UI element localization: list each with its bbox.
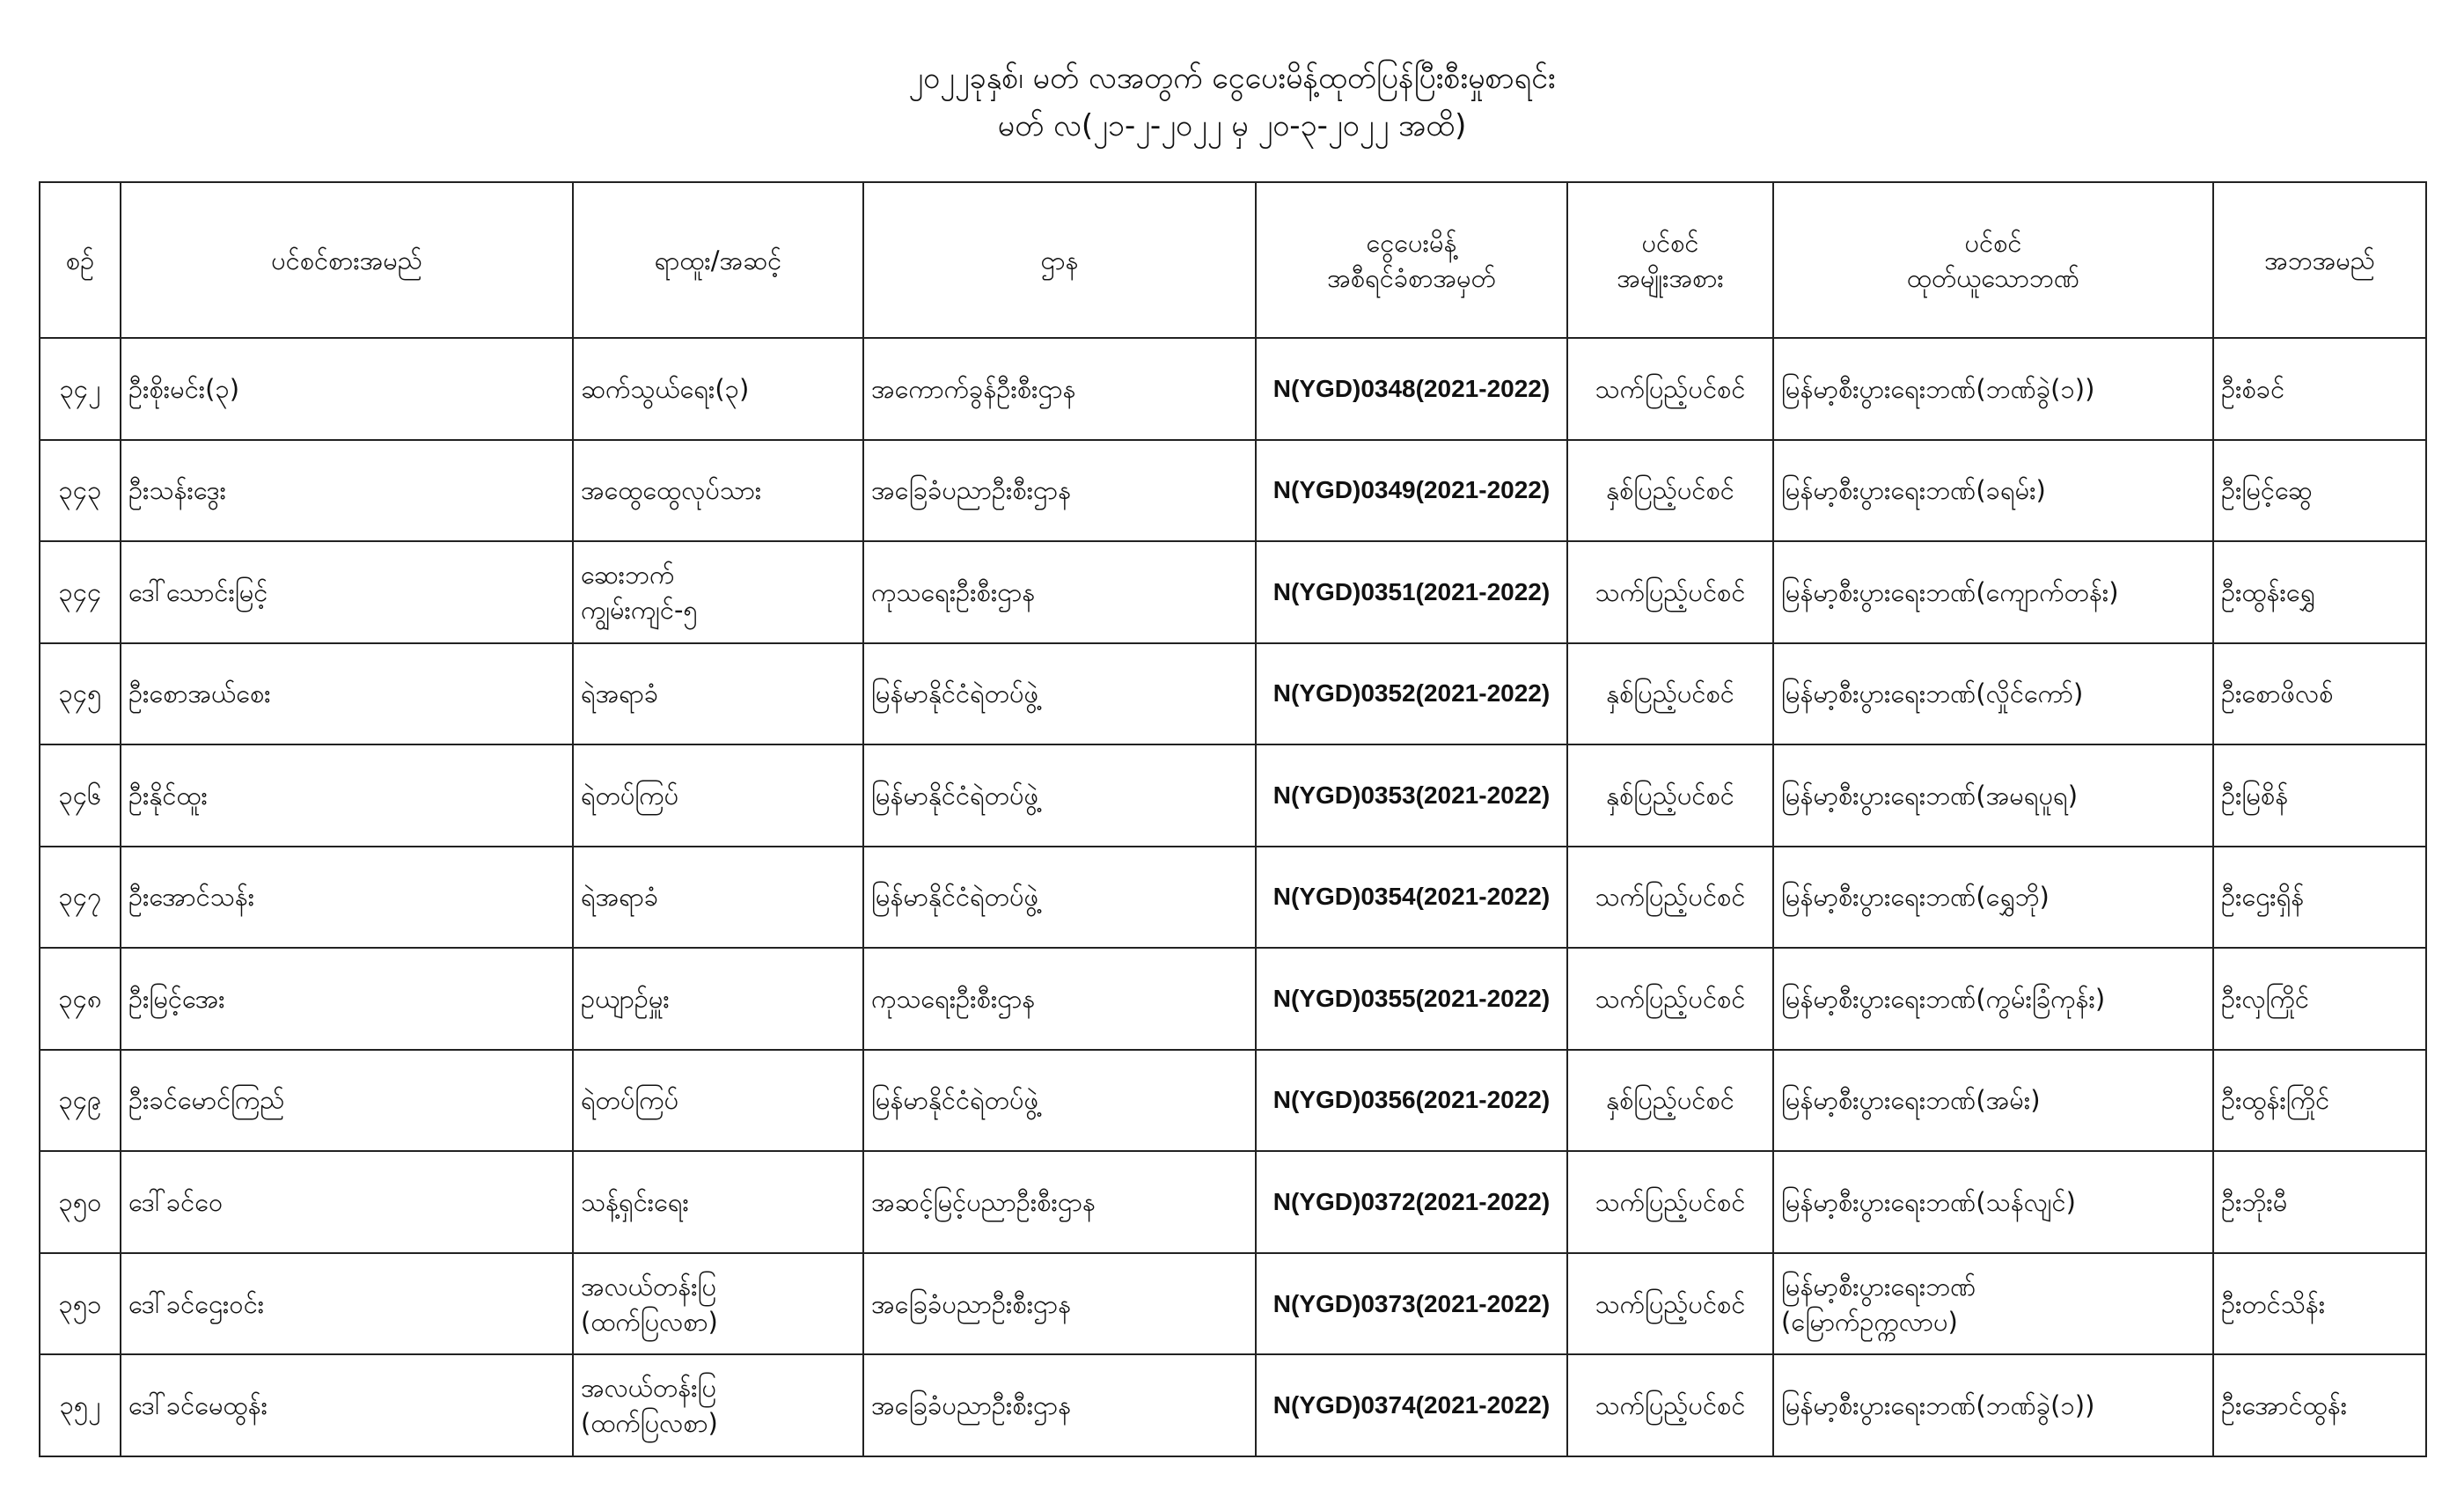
cell-rank	[573, 338, 863, 440]
cell-pensioner-name: ဦးစောအယ်စေး	[121, 643, 573, 745]
cell-serial: ၃၄၈	[40, 948, 121, 1050]
cell-pension-type: သက်ပြည့်ပင်စင်	[1567, 847, 1773, 949]
col-header-order-number	[1256, 182, 1567, 338]
cell-rank	[573, 1050, 863, 1152]
col-header-bank-line2: ထုတ်ယူသောဘဏ်	[1906, 262, 2080, 293]
cell-bank	[1773, 1050, 2213, 1152]
cell-pension-type: နှစ်ပြည့်ပင်စင်	[1567, 1050, 1773, 1152]
col-header-department: ဌာန	[863, 182, 1256, 338]
cell-father-name: ဦးမြစိန်	[2213, 744, 2426, 847]
cell-serial: ၃၄၂	[40, 338, 121, 440]
cell-pension-type: နှစ်ပြည့်ပင်စင်	[1567, 744, 1773, 847]
document-header	[0, 55, 2464, 150]
table-header-row	[40, 182, 2426, 338]
cell-rank-line1: ရဲတပ်ကြပ်	[581, 1085, 679, 1116]
cell-bank	[1773, 948, 2213, 1050]
cell-serial: ၃၄၃	[40, 440, 121, 542]
cell-rank-line1: အထွေထွေလုပ်သား	[581, 475, 762, 506]
cell-rank	[573, 1151, 863, 1253]
col-header-pensioner-name: ပင်စင်စားအမည်	[121, 182, 573, 338]
table-row	[40, 440, 2426, 542]
cell-pension-type: သက်ပြည့်ပင်စင်	[1567, 948, 1773, 1050]
cell-pensioner-name: ဦးသန်းဒွေး	[121, 440, 573, 542]
cell-order-number: N(YGD)0353(2021-2022)	[1256, 744, 1567, 847]
cell-bank	[1773, 847, 2213, 949]
cell-rank	[573, 1253, 863, 1355]
table-row	[40, 948, 2426, 1050]
cell-order-number: N(YGD)0373(2021-2022)	[1256, 1253, 1567, 1355]
cell-bank	[1773, 440, 2213, 542]
cell-bank	[1773, 1151, 2213, 1253]
cell-serial: ၃၅၂	[40, 1354, 121, 1456]
col-header-rank: ရာထူး/အဆင့်	[573, 182, 863, 338]
cell-rank-line1: ဆက်သွယ်ရေး(၃)	[581, 373, 750, 404]
cell-department: အကောက်ခွန်ဦးစီးဌာန	[863, 338, 1256, 440]
cell-serial: ၃၄၅	[40, 643, 121, 745]
cell-father-name: ဦးထွန်းရွှေ	[2213, 541, 2426, 643]
cell-father-name: ဦးလှကြိုင်	[2213, 948, 2426, 1050]
cell-order-number: N(YGD)0355(2021-2022)	[1256, 948, 1567, 1050]
cell-bank-line1: မြန်မာ့စီးပွားရေးဘဏ်(လှိုင်ကော်)	[1781, 678, 2084, 709]
cell-rank	[573, 744, 863, 847]
cell-rank-line1: အလယ်တန်းပြ	[581, 1271, 716, 1302]
col-header-father-name: အဘအမည်	[2213, 182, 2426, 338]
cell-department: အခြေခံပညာဦးစီးဌာန	[863, 440, 1256, 542]
cell-bank-line1: မြန်မာ့စီးပွားရေးဘဏ်(သန်လျင်)	[1781, 1187, 2076, 1218]
cell-father-name: ဦးစံခင်	[2213, 338, 2426, 440]
col-header-pension-type	[1567, 182, 1773, 338]
document-subtitle: မတ် လ(၂၁-၂-၂၀၂၂ မှ ၂၀-၃-၂၀၂၂ အထိ)	[997, 108, 1467, 143]
cell-department: အဆင့်မြင့်ပညာဦးစီးဌာန	[863, 1151, 1256, 1253]
cell-father-name: ဦးစောဖိလစ်	[2213, 643, 2426, 745]
cell-department: ကုသရေးဦးစီးဌာန	[863, 948, 1256, 1050]
cell-department: မြန်မာနိုင်ငံရဲတပ်ဖွဲ့	[863, 744, 1256, 847]
cell-order-number: N(YGD)0351(2021-2022)	[1256, 541, 1567, 643]
cell-rank	[573, 643, 863, 745]
cell-father-name: ဦးထွန်းကြိုင်	[2213, 1050, 2426, 1152]
cell-bank-line1: မြန်မာ့စီးပွားရေးဘဏ်(အမရပူရ)	[1781, 780, 2079, 810]
table-row	[40, 1253, 2426, 1355]
cell-department: မြန်မာနိုင်ငံရဲတပ်ဖွဲ့	[863, 1050, 1256, 1152]
cell-serial: ၃၄၄	[40, 541, 121, 643]
cell-rank-line1: အလယ်တန်းပြ	[581, 1373, 716, 1404]
cell-rank	[573, 847, 863, 949]
cell-department: ကုသရေးဦးစီးဌာန	[863, 541, 1256, 643]
cell-pensioner-name: ဒေါ်သောင်းမြင့်	[121, 541, 573, 643]
table-body	[40, 338, 2426, 1456]
cell-serial: ၃၅၁	[40, 1253, 121, 1355]
cell-bank	[1773, 338, 2213, 440]
cell-serial: ၃၄၇	[40, 847, 121, 949]
table-row	[40, 1354, 2426, 1456]
cell-rank-line1: သန့်ရှင်းရေး	[581, 1187, 689, 1218]
cell-father-name: ဦးအောင်ထွန်း	[2213, 1354, 2426, 1456]
cell-order-number: N(YGD)0372(2021-2022)	[1256, 1151, 1567, 1253]
cell-father-name: ဦးဌေးရှိန်	[2213, 847, 2426, 949]
cell-order-number: N(YGD)0356(2021-2022)	[1256, 1050, 1567, 1152]
cell-bank	[1773, 744, 2213, 847]
col-header-serial: စဉ်	[40, 182, 121, 338]
table-row	[40, 338, 2426, 440]
cell-pensioner-name: ဦးခင်မောင်ကြည်	[121, 1050, 573, 1152]
cell-order-number: N(YGD)0374(2021-2022)	[1256, 1354, 1567, 1456]
cell-department: မြန်မာနိုင်ငံရဲတပ်ဖွဲ့	[863, 643, 1256, 745]
table-row	[40, 643, 2426, 745]
cell-rank-line1: ရဲအရာခံ	[581, 882, 659, 913]
cell-pensioner-name: ဦးစိုးမင်း(၃)	[121, 338, 573, 440]
cell-father-name: ဦးတင်သိန်း	[2213, 1253, 2426, 1355]
cell-pension-type: သက်ပြည့်ပင်စင်	[1567, 1253, 1773, 1355]
cell-pension-type: သက်ပြည့်ပင်စင်	[1567, 338, 1773, 440]
cell-pensioner-name: ဦးမြင့်အေး	[121, 948, 573, 1050]
cell-rank	[573, 948, 863, 1050]
cell-department: အခြေခံပညာဦးစီးဌာန	[863, 1354, 1256, 1456]
cell-order-number: N(YGD)0352(2021-2022)	[1256, 643, 1567, 745]
pension-table-container	[39, 181, 2425, 1457]
cell-bank	[1773, 1354, 2213, 1456]
cell-department: မြန်မာနိုင်ငံရဲတပ်ဖွဲ့	[863, 847, 1256, 949]
cell-rank-line2: (ထက်ပြလစာ)	[581, 1408, 718, 1439]
table-row	[40, 847, 2426, 949]
cell-bank-line1: မြန်မာ့စီးပွားရေးဘဏ်(အမ်း)	[1781, 1085, 2041, 1116]
cell-pension-type: သက်ပြည့်ပင်စင်	[1567, 1354, 1773, 1456]
cell-pensioner-name: ဦးနိုင်ထူး	[121, 744, 573, 847]
cell-pensioner-name: ဒေါ်ခင်ဝေ	[121, 1151, 573, 1253]
col-header-pension-type-line2: အမျိုးအစား	[1617, 262, 1724, 293]
col-header-order-number-line1: ငွေပေးမိန့်	[1366, 227, 1457, 258]
cell-bank-line1: မြန်မာ့စီးပွားရေးဘဏ်(ဘဏ်ခွဲ(၁))	[1781, 1390, 2095, 1421]
cell-rank-line1: ရဲတပ်ကြပ်	[581, 780, 679, 810]
cell-order-number: N(YGD)0354(2021-2022)	[1256, 847, 1567, 949]
cell-pension-type: သက်ပြည့်ပင်စင်	[1567, 1151, 1773, 1253]
cell-rank	[573, 1354, 863, 1456]
col-header-order-number-line2: အစီရင်ခံစာအမှတ်	[1327, 262, 1496, 293]
cell-bank	[1773, 643, 2213, 745]
cell-rank-line1: ရဲအရာခံ	[581, 678, 659, 709]
cell-pension-type: နှစ်ပြည့်ပင်စင်	[1567, 440, 1773, 542]
document-title: ၂၀၂၂ခုနှစ်၊ မတ် လအတွက် ငွေပေးမိန့်ထုတ်ပြန်ပြီးစီးမှုစာရင်း	[908, 61, 1556, 96]
cell-bank-line1: မြန်မာ့စီးပွားရေးဘဏ်(ကျောက်တန်း)	[1781, 576, 2119, 607]
cell-rank	[573, 541, 863, 643]
cell-serial: ၃၄၉	[40, 1050, 121, 1152]
cell-bank	[1773, 541, 2213, 643]
cell-bank	[1773, 1253, 2213, 1355]
pension-table	[39, 181, 2427, 1457]
cell-pension-type: သက်ပြည့်ပင်စင်	[1567, 541, 1773, 643]
cell-rank-line2: (ထက်ပြလစာ)	[581, 1306, 718, 1337]
cell-department: အခြေခံပညာဦးစီးဌာန	[863, 1253, 1256, 1355]
cell-bank-line1: မြန်မာ့စီးပွားရေးဘဏ်	[1781, 1271, 1976, 1302]
cell-bank-line1: မြန်မာ့စီးပွားရေးဘဏ်(ရွှေဘို)	[1781, 882, 2050, 913]
cell-father-name: ဦးဘိုးမီ	[2213, 1151, 2426, 1253]
cell-bank-line1: မြန်မာ့စီးပွားရေးဘဏ်(ဘဏ်ခွဲ(၁))	[1781, 373, 2095, 404]
table-row	[40, 1151, 2426, 1253]
cell-rank-line1: ဥယျာဉ်မှူး	[581, 983, 670, 1014]
col-header-bank	[1773, 182, 2213, 338]
cell-bank-line1: မြန်မာ့စီးပွားရေးဘဏ်(ခရမ်း)	[1781, 475, 2046, 506]
col-header-pension-type-line1: ပင်စင်	[1641, 227, 1699, 258]
cell-pensioner-name: ဒေါ်ခင်ဌေးဝင်း	[121, 1253, 573, 1355]
cell-bank-line1: မြန်မာ့စီးပွားရေးဘဏ်(ကွမ်းခြံကုန်း)	[1781, 983, 2106, 1014]
cell-rank-line2: ကျွမ်းကျင်-၅	[581, 594, 698, 625]
cell-father-name: ဦးမြင့်ဆွေ	[2213, 440, 2426, 542]
cell-bank-line2: (မြောက်ဥက္ကလာပ)	[1781, 1306, 1958, 1337]
cell-serial: ၃၅၀	[40, 1151, 121, 1253]
cell-rank-line1: ဆေးဘက်	[581, 559, 675, 590]
table-row	[40, 541, 2426, 643]
table-row	[40, 1050, 2426, 1152]
cell-rank	[573, 440, 863, 542]
cell-serial: ၃၄၆	[40, 744, 121, 847]
cell-order-number: N(YGD)0348(2021-2022)	[1256, 338, 1567, 440]
cell-pensioner-name: ဦးအောင်သန်း	[121, 847, 573, 949]
cell-pension-type: နှစ်ပြည့်ပင်စင်	[1567, 643, 1773, 745]
col-header-bank-line1: ပင်စင်	[1964, 227, 2022, 258]
cell-order-number: N(YGD)0349(2021-2022)	[1256, 440, 1567, 542]
cell-pensioner-name: ဒေါ်ခင်မေထွန်း	[121, 1354, 573, 1456]
table-row	[40, 744, 2426, 847]
